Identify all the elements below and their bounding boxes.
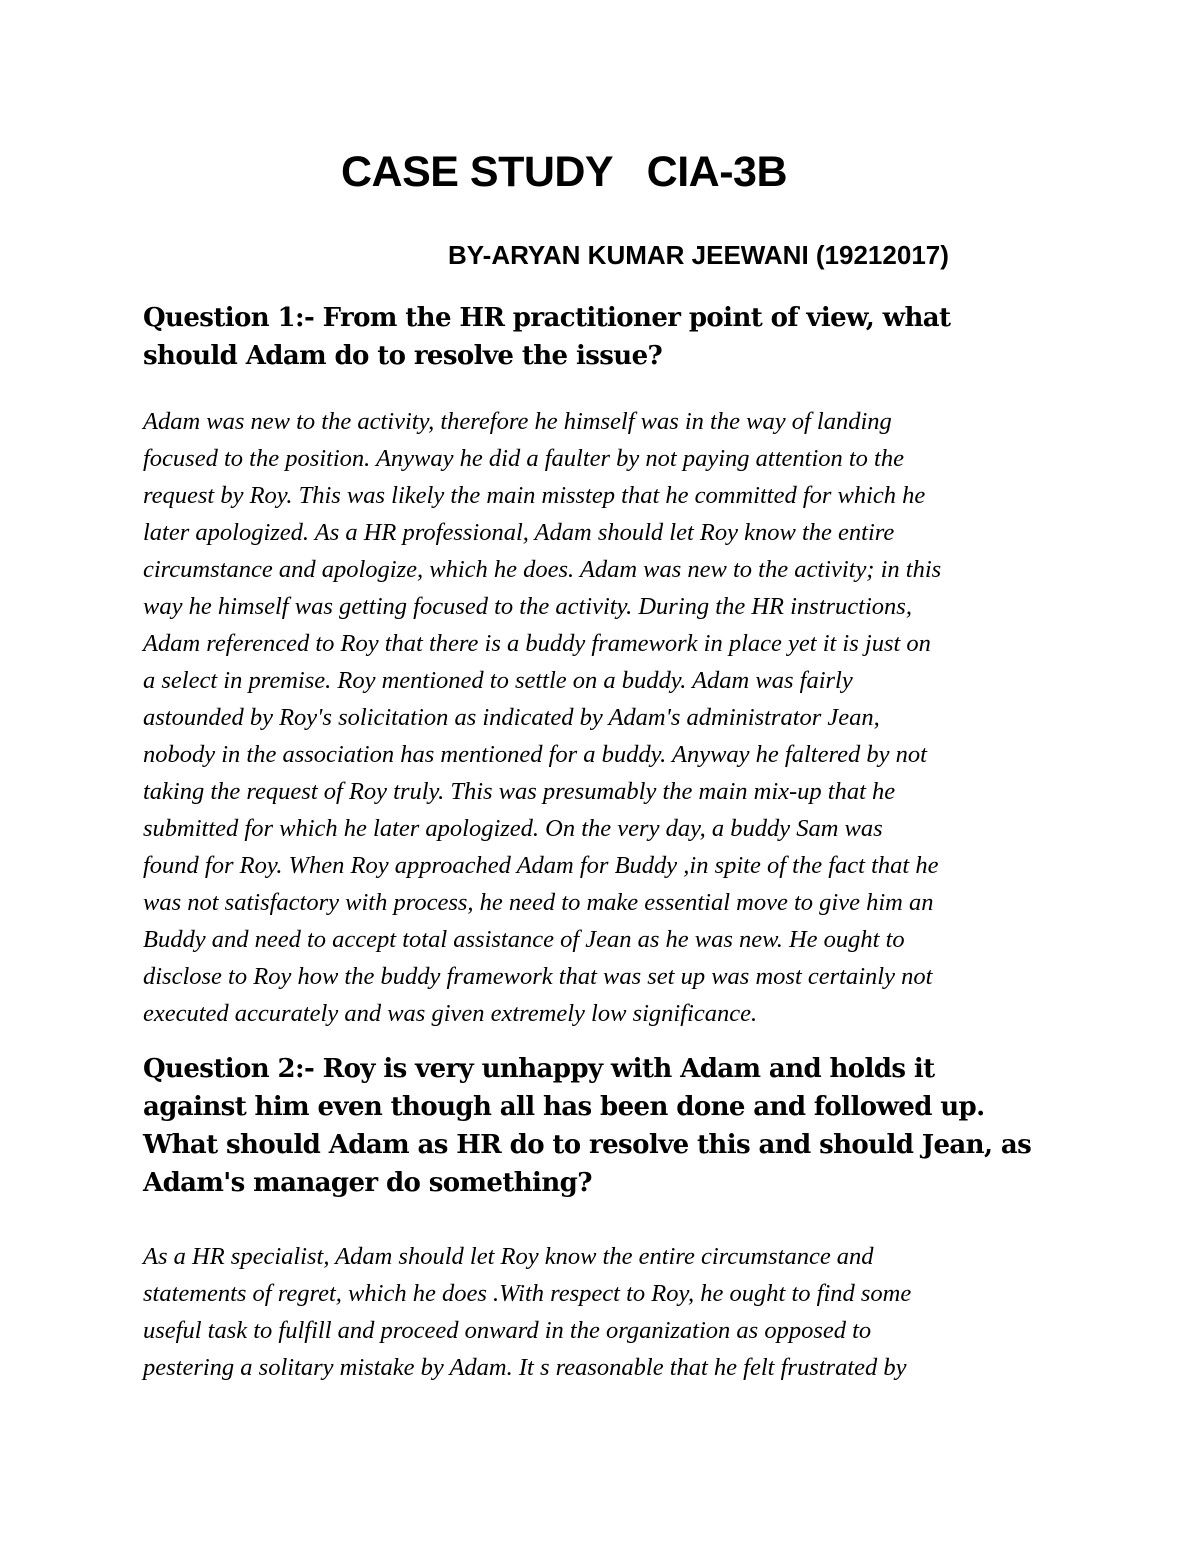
answer-1-line: Adam was new to the activity, therefore he himself was in the way of landing [143,408,892,435]
answer-1-paragraph [143,403,941,1032]
answer-1-line: was not satisfactory with process, he need to make essential move to give him an [143,889,934,916]
document-title: CASE STUDY CIA-3B [340,148,788,196]
answer-1-line: way he himself was getting focused to the activity. During the HR instructions, [143,593,912,620]
answer-2-line: pestering a solitary mistake by Adam. It s reasonable that he felt frustrated by [143,1354,907,1381]
answer-1-line: submitted for which he later apologized. On the very day, a buddy Sam was [143,815,883,842]
question-2-line: Adam's manager do something? [143,1168,592,1198]
answer-1-line: nobody in the association has mentioned for a buddy. Anyway he faltered by not [143,741,927,768]
author-byline: BY-ARYAN KUMAR JEEWANI (19212017) [448,240,949,270]
question-2-heading [143,1050,1031,1202]
answer-1-line: Adam referenced to Roy that there is a buddy framework in place yet it is just on [143,630,931,657]
answer-2-line: statements of regret, which he does .With respect to Roy, he ought to find some [143,1280,912,1307]
answer-2-paragraph [143,1238,911,1386]
question-1-line: should Adam do to resolve the issue? [143,341,663,371]
question-2-line: against him even though all has been done and followed up. [143,1092,985,1122]
question-1-heading [143,299,950,375]
answer-1-line: found for Roy. When Roy approached Adam for Buddy ,in spite of the fact that he [143,852,939,879]
question-2-line: Question 2:- Roy is very unhappy with Adam and holds it [143,1054,935,1084]
answer-1-line: focused to the position. Anyway he did a faulter by not paying attention to the [143,445,904,472]
answer-1-line: Buddy and need to accept total assistance of Jean as he was new. He ought to [143,926,905,953]
answer-2-line: As a HR specialist, Adam should let Roy know the entire circumstance and [143,1243,874,1270]
answer-1-line: taking the request of Roy truly. This was presumably the main mix-up that he [143,778,896,805]
answer-1-line: circumstance and apologize, which he does. Adam was new to the activity; in this [143,556,942,583]
answer-1-line: request by Roy. This was likely the main misstep that he committed for which he [143,482,926,509]
answer-1-line: astounded by Roy's solicitation as indicated by Adam's administrator Jean, [143,704,880,731]
answer-1-line: executed accurately and was given extremely low significance. [143,1000,758,1027]
answer-1-line: later apologized. As a HR professional, Adam should let Roy know the entire [143,519,895,546]
question-2-line: What should Adam as HR do to resolve this and should Jean, as [143,1130,1032,1160]
answer-1-line: a select in premise. Roy mentioned to settle on a buddy. Adam was fairly [143,667,853,694]
answer-1-line: disclose to Roy how the buddy framework that was set up was most certainly not [143,963,933,990]
question-1-line: Question 1:- From the HR practitioner point of view, what [143,303,951,333]
answer-2-line: useful task to fulfill and proceed onward in the organization as opposed to [143,1317,872,1344]
